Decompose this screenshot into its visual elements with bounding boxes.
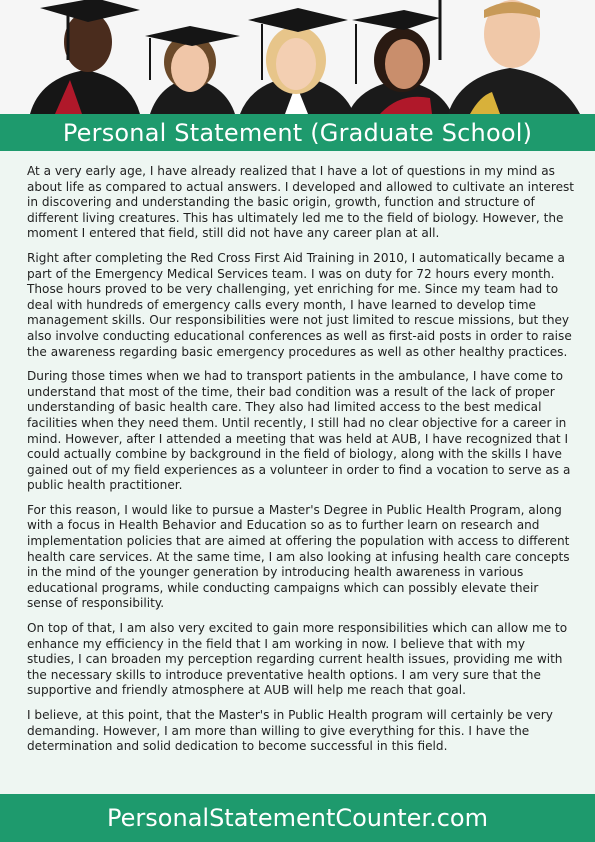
page-title: Personal Statement (Graduate School): [62, 118, 533, 147]
graduates-banner-image: [0, 0, 595, 114]
paragraph: I believe, at this point, that the Master's in Public Health program will certainly be very demanding. However, I am more than willing to give everything for this. I have the determination and solid dedication to become successful in this field.: [27, 708, 553, 754]
statement-body: [0, 151, 595, 794]
footer-site-link[interactable]: PersonalStatementCounter.com: [107, 804, 488, 832]
paragraph: During those times when we had to transport patients in the ambulance, I have come to understand that most of the time, their bad condition was a result of the lack of proper understanding of basic health care. They also had limited access to the best medical facilities when they need them. Until recently, I still had no clear objective for a career in mind. However, after I attended a meeting that was held at AUB, I have recognized that I could actually combine by background in the field of biology, along with the skills I have gained out of my field experiences as a volunteer in order to find a vocation to serve as a public health practitioner.: [27, 369, 571, 493]
paragraph: Right after completing the Red Cross First Aid Training in 2010, I automatically became a part of the Emergency Medical Services team. I was on duty for 72 hours every month. Those hours proved to be very challenging, yet enriching for me. Since my team had to deal with hundreds of emergency calls every month, I have learned to develop time management skills. Our responsibilities were not just limited to rescue missions, but they also involve conducting educational conferences as well as first-aid posts in order to raise the awareness regarding basic emergency procedures as well as other healthy practices.: [27, 250, 572, 359]
title-banner: [0, 114, 595, 151]
paragraph: At a very early age, I have already realized that I have a lot of questions in my mind as about life as compared to actual answers. I developed and allowed to cultivate an interest in discovering and understanding the basic origin, growth, function and structure of different living creatures. This has ultimately led me to the field of biology. However, the moment I entered that field, still did not have any career plan at all.: [27, 164, 575, 241]
graduates-photo-icon: [0, 0, 595, 114]
paragraph: On top of that, I am also very excited to gain more responsibilities which can allow me to enhance my efficiency in the field that I am working in now. I believe that with my studies, I can broaden my perception regarding current health issues, providing me with the necessary skills to introduce preventative health options. I am very sure that the supportive and friendly atmosphere at AUB will help me reach that goal.: [27, 621, 568, 698]
footer-banner: [0, 794, 595, 842]
paragraph: For this reason, I would like to pursue a Master's Degree in Public Health Program, along with a focus in Health Behavior and Education so as to further learn on research and implementation policies that are aimed at offering the population with access to different health care services. At the same time, I am also looking at infusing health care concepts in the mind of the younger generation by introducing health awareness in various educational programs, while conducting campaigns which can possibly elevate their sense of responsibility.: [27, 502, 570, 611]
